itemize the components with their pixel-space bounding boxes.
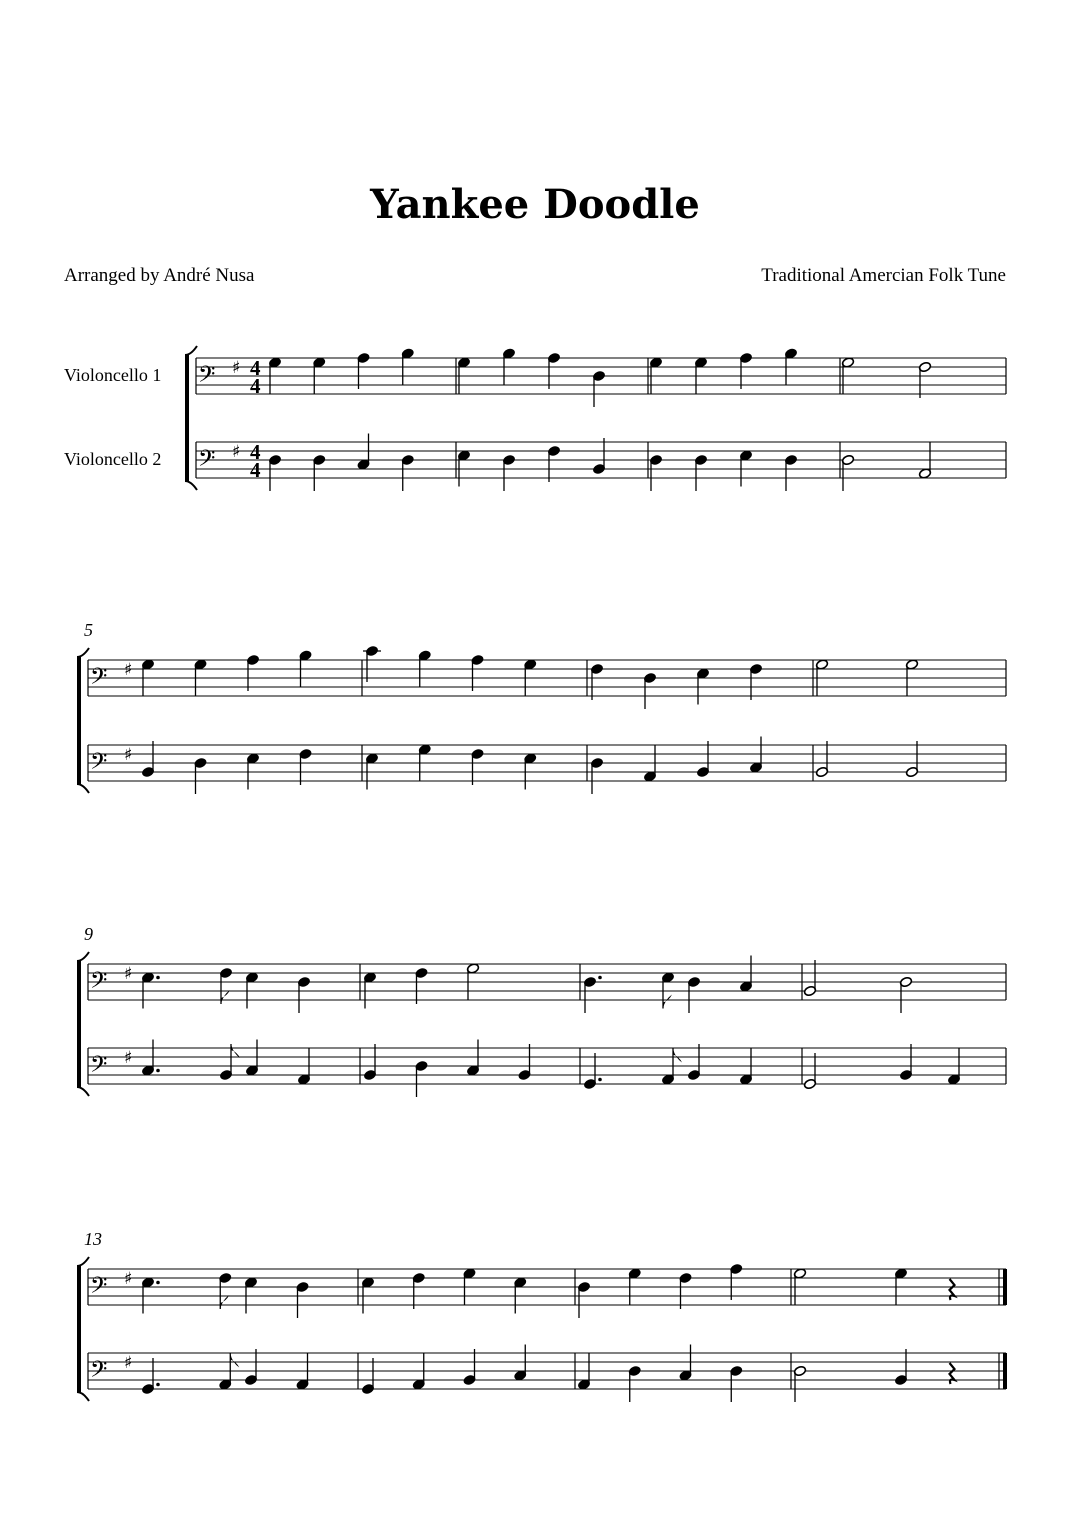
note bbox=[643, 672, 656, 709]
note bbox=[841, 454, 854, 491]
note bbox=[577, 1281, 590, 1318]
note bbox=[905, 659, 918, 696]
note bbox=[784, 454, 797, 491]
augmentation-dot bbox=[156, 1069, 160, 1073]
note bbox=[643, 746, 656, 783]
note bbox=[899, 976, 912, 1013]
bracket-bottom-hook bbox=[77, 1392, 89, 1401]
system-bracket bbox=[185, 355, 189, 481]
score bbox=[64, 346, 1007, 1402]
note bbox=[694, 454, 707, 491]
note bbox=[361, 1358, 374, 1395]
bass-clef-icon: 𝄢 bbox=[90, 749, 108, 780]
note bbox=[592, 370, 605, 407]
note bbox=[471, 654, 484, 691]
note bbox=[268, 454, 281, 491]
note bbox=[649, 357, 662, 394]
note bbox=[401, 454, 414, 491]
note bbox=[590, 757, 603, 794]
bracket-top-hook bbox=[77, 648, 89, 657]
eighth-flag bbox=[231, 1044, 240, 1058]
note bbox=[524, 659, 537, 696]
staff-2 bbox=[88, 745, 1006, 781]
key-signature-sharp: ♯ bbox=[124, 1269, 133, 1289]
eighth-flag bbox=[230, 1354, 239, 1368]
system-3 bbox=[77, 924, 1006, 1097]
note bbox=[547, 445, 560, 482]
note bbox=[694, 357, 707, 394]
note bbox=[194, 659, 207, 696]
note bbox=[363, 972, 376, 1009]
note bbox=[412, 1354, 425, 1391]
measure-number: 9 bbox=[84, 924, 93, 944]
note bbox=[141, 741, 154, 778]
note bbox=[297, 976, 310, 1013]
note bbox=[141, 659, 154, 696]
note bbox=[363, 645, 381, 682]
bracket-bottom-hook bbox=[77, 784, 89, 793]
augmentation-dot bbox=[598, 1078, 602, 1082]
note bbox=[219, 1354, 240, 1391]
system-bracket bbox=[77, 1266, 81, 1392]
key-signature-sharp: ♯ bbox=[124, 1048, 133, 1068]
bass-clef-icon: 𝄢 bbox=[90, 1357, 108, 1388]
note bbox=[803, 960, 816, 997]
note bbox=[793, 1268, 806, 1305]
note bbox=[245, 1040, 258, 1077]
key-signature-sharp: ♯ bbox=[232, 358, 241, 378]
note bbox=[268, 357, 281, 394]
note bbox=[894, 1349, 907, 1386]
note bbox=[749, 663, 762, 700]
note bbox=[141, 1040, 159, 1077]
note bbox=[583, 976, 601, 1013]
note bbox=[313, 357, 326, 394]
measure-number: 5 bbox=[84, 620, 93, 640]
note bbox=[457, 450, 470, 487]
key-signature-sharp: ♯ bbox=[124, 660, 133, 680]
note bbox=[245, 972, 258, 1009]
key-signature-sharp: ♯ bbox=[124, 745, 133, 765]
note bbox=[739, 352, 752, 389]
system-1 bbox=[64, 346, 1006, 491]
note bbox=[296, 1354, 309, 1391]
note bbox=[803, 1053, 816, 1090]
bracket-top-hook bbox=[77, 1257, 89, 1266]
instrument-name: Violoncello 2 bbox=[64, 449, 162, 469]
note bbox=[357, 352, 370, 389]
system-bracket bbox=[77, 657, 81, 784]
note bbox=[219, 1272, 232, 1309]
note bbox=[815, 741, 828, 778]
measure-number: 13 bbox=[84, 1229, 102, 1249]
key-signature-sharp: ♯ bbox=[124, 1353, 133, 1373]
bass-clef-icon: 𝄢 bbox=[90, 664, 108, 695]
composer-credit: Traditional Amercian Folk Tune bbox=[761, 265, 1006, 286]
eighth-flag bbox=[220, 1295, 229, 1309]
note bbox=[739, 956, 752, 993]
note bbox=[687, 1044, 700, 1081]
note bbox=[412, 1272, 425, 1309]
bracket-top-hook bbox=[77, 952, 89, 961]
note bbox=[361, 1277, 374, 1314]
note bbox=[415, 1060, 428, 1097]
quarter-rest bbox=[950, 1363, 955, 1384]
note bbox=[730, 1365, 743, 1402]
note bbox=[313, 454, 326, 491]
note bbox=[244, 1277, 257, 1314]
arranger-credit: Arranged by André Nusa bbox=[64, 265, 255, 286]
note bbox=[696, 741, 709, 778]
note bbox=[687, 976, 700, 1013]
note bbox=[841, 357, 854, 394]
note bbox=[401, 348, 414, 385]
system-2 bbox=[77, 620, 1006, 794]
augmentation-dot bbox=[156, 976, 160, 980]
note bbox=[905, 741, 918, 778]
note bbox=[518, 1044, 531, 1081]
note bbox=[502, 454, 515, 491]
bracket-top-hook bbox=[185, 346, 197, 355]
note bbox=[141, 1277, 159, 1314]
note bbox=[466, 1040, 479, 1077]
note bbox=[463, 1268, 476, 1305]
note bbox=[418, 650, 431, 687]
time-signature-unit: 4 bbox=[250, 374, 261, 398]
note bbox=[784, 348, 797, 385]
bass-clef-icon: 𝄢 bbox=[90, 1052, 108, 1083]
note bbox=[524, 753, 537, 790]
final-barline-thick bbox=[1003, 1269, 1007, 1305]
note bbox=[661, 1049, 682, 1086]
system-bracket bbox=[77, 961, 81, 1087]
note bbox=[696, 668, 709, 705]
note bbox=[297, 1049, 310, 1086]
note bbox=[246, 753, 259, 790]
note bbox=[739, 450, 752, 487]
key-signature-sharp: ♯ bbox=[232, 442, 241, 462]
note bbox=[590, 663, 603, 700]
note bbox=[194, 757, 207, 794]
note bbox=[679, 1345, 692, 1382]
time-signature-beats: 4 bbox=[250, 356, 261, 380]
note bbox=[899, 1044, 912, 1081]
note bbox=[793, 1365, 806, 1402]
note bbox=[628, 1268, 641, 1305]
bass-clef-icon: 𝄢 bbox=[198, 446, 216, 477]
augmentation-dot bbox=[598, 976, 602, 980]
augmentation-dot bbox=[156, 1383, 160, 1387]
note bbox=[739, 1049, 752, 1086]
staff-1 bbox=[88, 660, 1006, 696]
note bbox=[363, 1044, 376, 1081]
staff-2 bbox=[64, 440, 1006, 482]
note bbox=[246, 654, 259, 691]
note bbox=[457, 357, 470, 394]
eighth-flag bbox=[663, 995, 672, 1009]
note bbox=[730, 1263, 743, 1300]
bracket-bottom-hook bbox=[77, 1087, 89, 1096]
staff-1 bbox=[64, 356, 1006, 398]
note bbox=[357, 434, 370, 471]
key-signature-sharp: ♯ bbox=[124, 964, 133, 984]
bass-clef-icon: 𝄢 bbox=[90, 968, 108, 999]
note bbox=[299, 650, 312, 687]
quarter-rest bbox=[950, 1279, 955, 1300]
bass-clef-icon: 𝄢 bbox=[198, 362, 216, 393]
note bbox=[628, 1365, 641, 1402]
note bbox=[418, 744, 431, 781]
time-signature-beats: 4 bbox=[250, 440, 261, 464]
final-barline-thick bbox=[1003, 1353, 1007, 1389]
note bbox=[592, 438, 605, 475]
note bbox=[749, 737, 762, 774]
note bbox=[661, 972, 674, 1009]
note bbox=[299, 748, 312, 785]
note bbox=[918, 361, 931, 398]
note bbox=[894, 1268, 907, 1305]
piece-title: Yankee Doodle bbox=[370, 181, 700, 228]
note bbox=[365, 753, 378, 790]
note bbox=[471, 748, 484, 785]
note bbox=[918, 443, 931, 480]
note bbox=[547, 352, 560, 389]
note bbox=[415, 967, 428, 1004]
note bbox=[463, 1349, 476, 1386]
note bbox=[649, 454, 662, 491]
note bbox=[219, 967, 232, 1004]
note bbox=[141, 972, 159, 1009]
note bbox=[815, 659, 828, 696]
bracket-bottom-hook bbox=[185, 481, 197, 490]
note bbox=[577, 1354, 590, 1391]
note bbox=[466, 963, 479, 1000]
note bbox=[514, 1277, 527, 1314]
system-4 bbox=[77, 1229, 1007, 1402]
note bbox=[244, 1349, 257, 1386]
note bbox=[296, 1281, 309, 1318]
eighth-flag bbox=[673, 1049, 682, 1063]
note bbox=[679, 1272, 692, 1309]
augmentation-dot bbox=[156, 1281, 160, 1285]
eighth-flag bbox=[221, 990, 230, 1004]
time-signature-unit: 4 bbox=[250, 458, 261, 482]
note bbox=[514, 1345, 527, 1382]
note bbox=[947, 1049, 960, 1086]
bass-clef-icon: 𝄢 bbox=[90, 1273, 108, 1304]
note bbox=[502, 348, 515, 385]
instrument-name: Violoncello 1 bbox=[64, 365, 162, 385]
